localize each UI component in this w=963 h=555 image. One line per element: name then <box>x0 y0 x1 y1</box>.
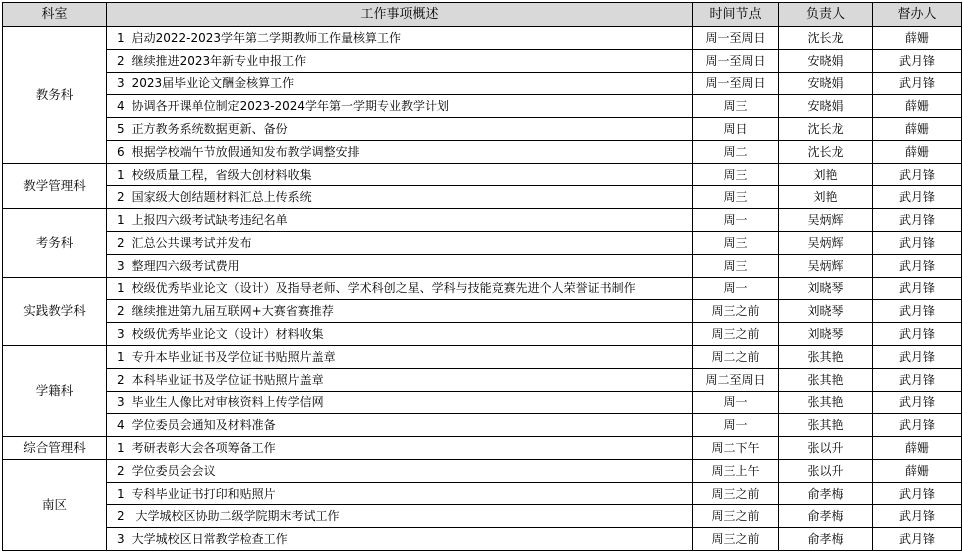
task-text: 整理四六级考试费用 <box>131 258 240 273</box>
time-cell: 周二至周日 <box>693 368 779 391</box>
table-row <box>3 505 962 528</box>
task-number: 1 <box>117 213 125 228</box>
supervisor-cell: 武月锋 <box>873 277 962 300</box>
owner-cell: 张其艳 <box>779 368 873 391</box>
task-text: 协调各开课单位制定2023-2024学年第一学期专业教学计划 <box>131 99 450 114</box>
supervisor-cell: 武月锋 <box>873 414 962 437</box>
owner-cell: 张其艳 <box>779 414 873 437</box>
task-number: 2 <box>117 304 125 319</box>
task-number: 2 <box>117 509 125 524</box>
task-text: 启动2022-2023学年第二学期教师工作量核算工作 <box>131 30 402 45</box>
supervisor-cell: 薛姗 <box>873 437 962 460</box>
supervisor-cell: 薛姗 <box>873 459 962 482</box>
owner-cell: 安晓娟 <box>779 72 873 95</box>
owner-cell: 俞孝梅 <box>779 505 873 528</box>
owner-cell: 沈长龙 <box>779 140 873 163</box>
owner-cell: 刘晓琴 <box>779 323 873 346</box>
task-number: 1 <box>117 281 125 296</box>
time-cell: 周一 <box>693 277 779 300</box>
task-cell <box>107 232 693 255</box>
task-text: 考研表彰大会各项筹备工作 <box>131 440 276 455</box>
time-cell: 周三之前 <box>693 528 779 551</box>
task-number: 3 <box>117 258 125 273</box>
task-number: 4 <box>117 418 125 433</box>
task-cell <box>107 368 693 391</box>
owner-cell: 沈长龙 <box>779 118 873 141</box>
table-row <box>3 323 962 346</box>
task-cell <box>107 277 693 300</box>
owner-cell: 吴炳辉 <box>779 232 873 255</box>
supervisor-cell: 武月锋 <box>873 482 962 505</box>
task-text: 根据学校端午节放假通知发布教学调整安排 <box>131 144 360 159</box>
table-row <box>3 186 962 209</box>
task-cell <box>107 300 693 323</box>
time-cell: 周二下午 <box>693 437 779 460</box>
table-row <box>3 437 962 460</box>
task-text: 校级优秀毕业论文（设计）及指导老师、学术科创之星、学科与技能竞赛先进个人荣誉证书制作 <box>131 281 636 296</box>
time-cell: 周一至周日 <box>693 72 779 95</box>
time-cell: 周三 <box>693 163 779 186</box>
supervisor-cell: 武月锋 <box>873 254 962 277</box>
task-number: 3 <box>117 532 125 547</box>
task-number: 2 <box>117 53 125 68</box>
supervisor-cell: 薛姗 <box>873 140 962 163</box>
task-text: 继续推进2023年新专业申报工作 <box>131 53 307 68</box>
task-cell <box>107 437 693 460</box>
task-cell <box>107 140 693 163</box>
task-text: 校级优秀毕业论文（设计）材料收集 <box>131 327 324 342</box>
table-row <box>3 49 962 72</box>
task-text: 专升本毕业证书及学位证书贴照片盖章 <box>131 349 336 364</box>
owner-cell: 吴炳辉 <box>779 209 873 232</box>
task-cell <box>107 118 693 141</box>
supervisor-cell: 武月锋 <box>873 186 962 209</box>
task-number: 3 <box>117 395 125 410</box>
supervisor-cell: 武月锋 <box>873 323 962 346</box>
time-cell: 周一至周日 <box>693 27 779 50</box>
supervisor-cell: 薛姗 <box>873 95 962 118</box>
table-row <box>3 459 962 482</box>
task-text: 大学城校区协助二级学院期末考试工作 <box>131 509 340 524</box>
table-row <box>3 95 962 118</box>
supervisor-cell: 武月锋 <box>873 505 962 528</box>
task-number: 1 <box>117 440 125 455</box>
header-supervisor: 督办人 <box>873 3 962 27</box>
task-cell <box>107 414 693 437</box>
supervisor-cell: 武月锋 <box>873 163 962 186</box>
task-number: 4 <box>117 99 125 114</box>
task-cell <box>107 209 693 232</box>
task-number: 2 <box>117 463 125 478</box>
time-cell: 周三 <box>693 186 779 209</box>
task-cell <box>107 27 693 50</box>
task-cell <box>107 505 693 528</box>
task-number: 2 <box>117 190 125 205</box>
owner-cell: 刘晓琴 <box>779 277 873 300</box>
task-number: 6 <box>117 144 125 159</box>
supervisor-cell: 武月锋 <box>873 528 962 551</box>
task-cell <box>107 459 693 482</box>
supervisor-cell: 武月锋 <box>873 72 962 95</box>
time-cell: 周一 <box>693 414 779 437</box>
time-cell: 周日 <box>693 118 779 141</box>
table-row <box>3 163 962 186</box>
supervisor-cell: 武月锋 <box>873 345 962 368</box>
task-text: 专科毕业证书打印和贴照片 <box>131 486 276 501</box>
task-text: 学位委员会通知及材料准备 <box>131 418 276 433</box>
table-row <box>3 277 962 300</box>
supervisor-cell: 武月锋 <box>873 232 962 255</box>
task-number: 5 <box>117 122 125 137</box>
supervisor-cell: 武月锋 <box>873 209 962 232</box>
task-cell <box>107 391 693 414</box>
task-cell <box>107 528 693 551</box>
owner-cell: 俞孝梅 <box>779 528 873 551</box>
task-text: 大学城校区日常教学检查工作 <box>131 532 288 547</box>
task-text: 继续推进第九届互联网+大赛省赛推荐 <box>131 304 334 319</box>
supervisor-cell: 武月锋 <box>873 49 962 72</box>
table-row <box>3 232 962 255</box>
time-cell: 周二之前 <box>693 345 779 368</box>
time-cell: 周一 <box>693 391 779 414</box>
task-cell <box>107 482 693 505</box>
department-cell: 学籍科 <box>3 345 107 436</box>
department-cell: 南区 <box>3 459 107 550</box>
task-number: 1 <box>117 349 125 364</box>
department-cell: 实践教学科 <box>3 277 107 345</box>
time-cell: 周三之前 <box>693 323 779 346</box>
task-number: 1 <box>117 486 125 501</box>
time-cell: 周三 <box>693 95 779 118</box>
time-cell: 周一 <box>693 209 779 232</box>
header-row <box>3 3 962 27</box>
owner-cell: 刘晓琴 <box>779 300 873 323</box>
table-row <box>3 482 962 505</box>
department-cell: 教务科 <box>3 27 107 164</box>
owner-cell: 张以升 <box>779 437 873 460</box>
time-cell: 周三之前 <box>693 482 779 505</box>
table-body <box>3 27 962 551</box>
task-text: 上报四六级考试缺考违纪名单 <box>131 213 288 228</box>
supervisor-cell: 薛姗 <box>873 118 962 141</box>
supervisor-cell: 武月锋 <box>873 368 962 391</box>
owner-cell: 安晓娟 <box>779 49 873 72</box>
table-row <box>3 368 962 391</box>
task-number: 3 <box>117 76 125 91</box>
task-text: 毕业生人像比对审核资料上传学信网 <box>131 395 324 410</box>
table-row <box>3 118 962 141</box>
task-text: 2023届毕业论文酬金核算工作 <box>131 76 295 91</box>
time-cell: 周二 <box>693 140 779 163</box>
time-cell: 周三之前 <box>693 300 779 323</box>
task-cell <box>107 345 693 368</box>
time-cell: 周三上午 <box>693 459 779 482</box>
table-row <box>3 27 962 50</box>
task-cell <box>107 49 693 72</box>
task-text: 汇总公共课考试并发布 <box>131 235 252 250</box>
table-row <box>3 391 962 414</box>
table-row <box>3 300 962 323</box>
task-cell <box>107 95 693 118</box>
supervisor-cell: 薛姗 <box>873 27 962 50</box>
time-cell: 周三 <box>693 254 779 277</box>
time-cell: 周一至周日 <box>693 49 779 72</box>
owner-cell: 张其艳 <box>779 391 873 414</box>
task-text: 本科毕业证书及学位证书贴照片盖章 <box>131 372 324 387</box>
table-row <box>3 140 962 163</box>
task-text: 校级质量工程，省级大创材料收集 <box>131 167 312 182</box>
table-row <box>3 72 962 95</box>
supervisor-cell: 武月锋 <box>873 391 962 414</box>
task-cell <box>107 254 693 277</box>
supervisor-cell: 武月锋 <box>873 300 962 323</box>
owner-cell: 安晓娟 <box>779 95 873 118</box>
table-row <box>3 254 962 277</box>
owner-cell: 刘艳 <box>779 186 873 209</box>
owner-cell: 张其艳 <box>779 345 873 368</box>
task-number: 1 <box>117 167 125 182</box>
header-department: 科室 <box>3 3 107 27</box>
owner-cell: 张以升 <box>779 459 873 482</box>
owner-cell: 刘艳 <box>779 163 873 186</box>
task-text: 正方教务系统数据更新、备份 <box>131 122 288 137</box>
header-time: 时间节点 <box>693 3 779 27</box>
work-schedule-table <box>2 2 962 551</box>
owner-cell: 吴炳辉 <box>779 254 873 277</box>
task-text: 学位委员会会议 <box>131 463 216 478</box>
table-row <box>3 528 962 551</box>
task-cell <box>107 72 693 95</box>
task-number: 2 <box>117 235 125 250</box>
department-cell: 教学管理科 <box>3 163 107 209</box>
owner-cell: 俞孝梅 <box>779 482 873 505</box>
task-number: 1 <box>117 30 125 45</box>
header-task-summary: 工作事项概述 <box>107 3 693 27</box>
time-cell: 周三 <box>693 232 779 255</box>
time-cell: 周三之前 <box>693 505 779 528</box>
owner-cell: 沈长龙 <box>779 27 873 50</box>
task-cell <box>107 323 693 346</box>
task-cell <box>107 186 693 209</box>
department-cell: 综合管理科 <box>3 437 107 460</box>
task-number: 2 <box>117 372 125 387</box>
task-cell <box>107 163 693 186</box>
table-row <box>3 209 962 232</box>
table-row <box>3 345 962 368</box>
task-text: 国家级大创结题材料汇总上传系统 <box>131 190 312 205</box>
task-number: 3 <box>117 327 125 342</box>
table-row <box>3 414 962 437</box>
header-owner: 负责人 <box>779 3 873 27</box>
department-cell: 考务科 <box>3 209 107 277</box>
